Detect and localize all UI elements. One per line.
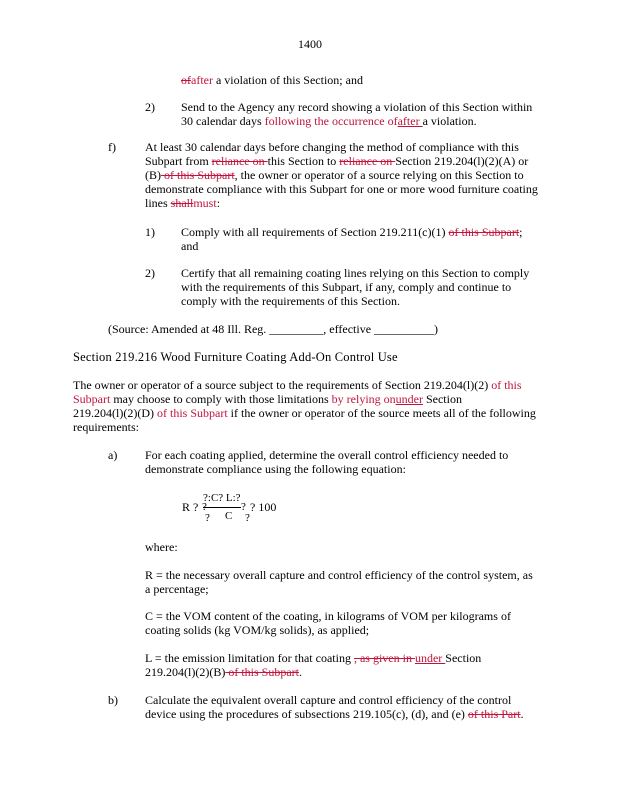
text-line bbox=[145, 154, 538, 168]
text-line bbox=[145, 582, 533, 596]
revised-text: of this Subpart bbox=[156, 406, 228, 420]
text-run: demonstrate compliance with this Subpart for one or more wood furniture coating bbox=[145, 182, 538, 196]
text-run: . bbox=[520, 707, 524, 721]
text-run: Calculate the equivalent overall capture and control efficiency of the control bbox=[145, 693, 512, 707]
text-run: : bbox=[216, 196, 221, 210]
text-run: At least 30 calendar days before changing the method of compliance with this bbox=[145, 140, 519, 154]
item-f bbox=[145, 140, 538, 210]
text-run: and bbox=[181, 239, 199, 253]
text-run: 30 calendar days bbox=[181, 114, 265, 128]
text-line bbox=[181, 114, 532, 128]
item-e-2 bbox=[181, 100, 532, 128]
text-run: device using the procedures of subsections 219.105(c), (d), and (e) bbox=[145, 707, 468, 721]
text-run: R = the necessary overall capture and control efficiency of the control system, as bbox=[145, 568, 533, 582]
eq-rhs: ? 100 bbox=[250, 500, 277, 514]
revised-text: after bbox=[191, 73, 213, 87]
item-b-label: b) bbox=[108, 693, 118, 707]
eq-numerator: ?:C? L:? bbox=[203, 492, 241, 504]
section-intro bbox=[73, 378, 536, 434]
text-line bbox=[145, 693, 524, 707]
deleted-text: of this Subpart bbox=[225, 665, 299, 679]
eq-left-bracket: ? bbox=[202, 501, 207, 513]
deleted-text: reliance on bbox=[339, 154, 396, 168]
item-f-label: f) bbox=[108, 140, 116, 154]
fraction-bar bbox=[203, 507, 241, 508]
text-run: demonstrate compliance using the following equation: bbox=[145, 462, 406, 476]
text-run: Send to the Agency any record showing a violation of this Section within bbox=[181, 100, 533, 114]
inserted-text: under bbox=[395, 392, 423, 406]
revised-text: must bbox=[193, 196, 217, 210]
text-line bbox=[145, 707, 524, 721]
text-line bbox=[145, 609, 511, 623]
text-line bbox=[145, 540, 178, 554]
text-line bbox=[181, 280, 529, 294]
inserted-text: after bbox=[397, 114, 423, 128]
text-line bbox=[181, 73, 363, 87]
text-line bbox=[145, 623, 511, 637]
definition-l bbox=[145, 651, 481, 679]
text-line bbox=[181, 294, 529, 308]
text-run: 219.204(l)(2)(D) bbox=[73, 406, 157, 420]
eq-right-bracket-low: ? bbox=[245, 512, 250, 524]
item-f-1 bbox=[181, 225, 523, 253]
text-run: (Source: Amended at 48 Ill. Reg. _________, effective __________) bbox=[108, 322, 439, 336]
text-run: Subpart from bbox=[145, 154, 212, 168]
text-run: comply with the requirements of this Section. bbox=[181, 294, 400, 308]
revised-text: of this bbox=[491, 378, 522, 392]
text-line bbox=[145, 140, 538, 154]
item-a-label: a) bbox=[108, 448, 118, 462]
text-run: (B) bbox=[145, 168, 161, 182]
text-run: The owner or operator of a source subject to the requirements of Section 219.204(l)(2) bbox=[73, 378, 492, 392]
text-run: Comply with all requirements of Section 219.211(c)(1) bbox=[181, 225, 449, 239]
text-line bbox=[181, 266, 529, 280]
text-run: a percentage; bbox=[145, 582, 209, 596]
text-run: if the owner or operator of the source meets all of the following bbox=[227, 406, 536, 420]
text-line bbox=[181, 100, 532, 114]
text-line bbox=[73, 392, 536, 406]
revised-text: Subpart bbox=[73, 392, 111, 406]
text-line bbox=[145, 651, 481, 665]
text-line bbox=[145, 182, 538, 196]
section-heading bbox=[73, 350, 398, 364]
text-run: where: bbox=[145, 540, 178, 554]
text-line bbox=[73, 350, 398, 364]
deleted-text: of this Subpart bbox=[161, 168, 235, 182]
revised-text: following the occurrence of bbox=[264, 114, 398, 128]
text-run: Certify that all remaining coating lines relying on this Section to comply bbox=[181, 266, 530, 280]
eq-left-bracket-low: ? bbox=[205, 512, 210, 524]
text-line bbox=[145, 665, 481, 679]
item-a bbox=[145, 448, 508, 476]
definition-c bbox=[145, 609, 511, 637]
item-f-2-label: 2) bbox=[145, 266, 155, 280]
text-run: . bbox=[299, 665, 302, 679]
text-run: ; bbox=[519, 225, 523, 239]
text-run: requirements: bbox=[73, 420, 139, 434]
text-run: Section 219.204(l)(2)(A) or bbox=[395, 154, 529, 168]
text-line bbox=[108, 322, 438, 336]
text-run: Section 219.216 Wood Furniture Coating Add-On Control Use bbox=[73, 350, 398, 364]
text-line bbox=[73, 378, 536, 392]
source-note bbox=[108, 322, 438, 336]
deleted-text: of this Subpart bbox=[448, 225, 520, 239]
eq-right-mark: ? bbox=[241, 501, 246, 513]
eq-lhs: R ? bbox=[182, 500, 199, 514]
text-run: may choose to comply with those limitations bbox=[110, 392, 332, 406]
eq-denominator: C bbox=[225, 510, 233, 522]
text-run: 219.204(l)(2)(B) bbox=[145, 665, 226, 679]
text-run: a violation of this Section; and bbox=[212, 73, 363, 87]
text-run: Section bbox=[422, 392, 462, 406]
deleted-text: reliance on bbox=[211, 154, 268, 168]
text-line bbox=[145, 448, 508, 462]
text-line bbox=[145, 568, 533, 582]
revised-text: by relying on bbox=[331, 392, 396, 406]
text-line bbox=[181, 225, 523, 239]
text-line bbox=[145, 196, 538, 210]
text-run: L = the emission limitation for that coating bbox=[145, 651, 354, 665]
item-f-2 bbox=[181, 266, 529, 308]
continuation-line bbox=[181, 73, 363, 87]
deleted-text: shall bbox=[170, 196, 194, 210]
deleted-text: of bbox=[181, 73, 191, 87]
text-run: C = the VOM content of the coating, in kilograms of VOM per kilograms of bbox=[145, 609, 511, 623]
text-run: Section bbox=[445, 651, 482, 665]
deleted-text: , as given in bbox=[353, 651, 415, 665]
item-e-2-label: 2) bbox=[145, 100, 155, 114]
item-f-1-label: 1) bbox=[145, 225, 155, 239]
definition-r bbox=[145, 568, 533, 596]
text-run: lines bbox=[145, 196, 171, 210]
text-run: with the requirements of this Subpart, if any, comply and continue to bbox=[181, 280, 512, 294]
where-label bbox=[145, 540, 178, 554]
text-run: , the owner or operator of a source relying on this Section to bbox=[234, 168, 524, 182]
text-line bbox=[73, 420, 536, 434]
text-line bbox=[145, 462, 508, 476]
deleted-text: of this Part bbox=[467, 707, 521, 721]
text-run: a violation. bbox=[422, 114, 477, 128]
text-run: this Section to bbox=[267, 154, 340, 168]
page-number: 1400 bbox=[298, 37, 322, 51]
text-line bbox=[181, 239, 523, 253]
item-b bbox=[145, 693, 524, 721]
text-run: coating solids (kg VOM/kg solids), as applied; bbox=[145, 623, 370, 637]
text-line bbox=[145, 168, 538, 182]
text-run: For each coating applied, determine the overall control efficiency needed to bbox=[145, 448, 509, 462]
text-line bbox=[73, 406, 536, 420]
inserted-text: under bbox=[414, 651, 446, 665]
